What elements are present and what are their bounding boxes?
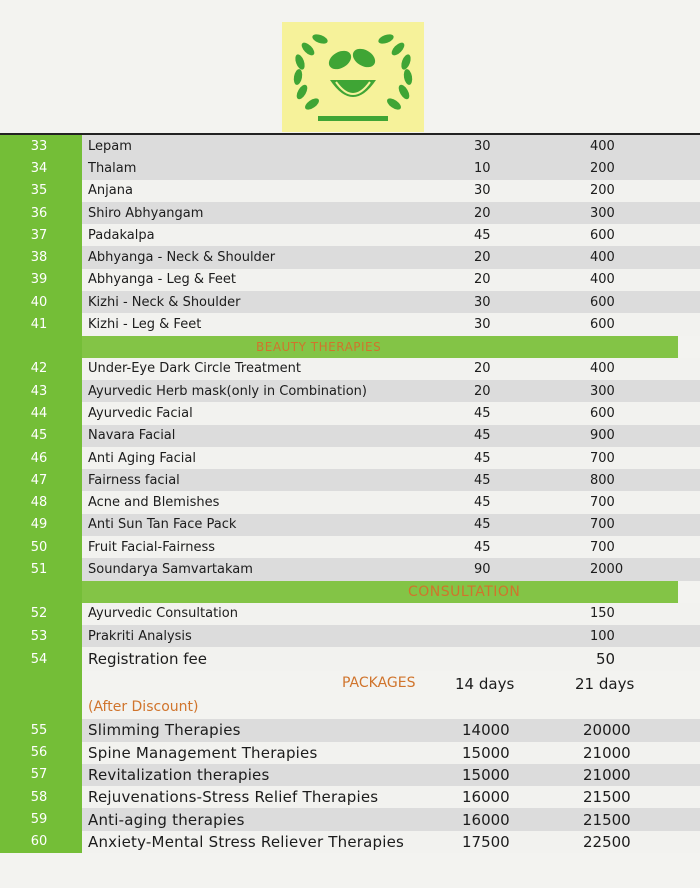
section-beauty-therapies [0,336,700,358]
price-14-days: 14000 [462,721,510,740]
row-number [0,336,82,358]
package-row [0,831,700,853]
therapy-name: Shiro Abhyangam [88,205,204,221]
row-number: 54 [0,647,82,671]
table-row [0,514,700,536]
duration: 45 [474,472,491,488]
price: 400 [590,250,615,266]
duration: 45 [474,539,491,555]
price: 50 [596,650,616,669]
duration: 45 [474,227,491,243]
row-number: 45 [0,425,82,447]
table-row [0,536,700,558]
price-14-days: 15000 [462,765,510,784]
price: 100 [590,628,615,644]
therapy-name: Fairness facial [88,472,180,488]
therapy-name: Anti Aging Facial [88,450,196,466]
price-14-days: 17500 [462,832,510,851]
therapy-name: Navara Facial [88,428,176,444]
price: 600 [590,405,615,421]
therapy-name: Ayurvedic Facial [88,405,193,421]
duration: 30 [474,138,491,154]
therapy-name: Ayurvedic Herb mask(only in Combination) [88,383,367,399]
service-name: Ayurvedic Consultation [88,606,238,622]
table-row [0,135,700,157]
price: 600 [590,227,615,243]
price: 200 [590,160,615,176]
row-number: 40 [0,291,82,313]
duration: 20 [474,361,491,377]
duration: 45 [474,517,491,533]
package-name: Anti-aging therapies [88,810,245,829]
therapy-name: Abhyanga - Neck & Shoulder [88,250,276,266]
table-row [0,625,700,647]
row-number: 53 [0,625,82,647]
package-row [0,808,700,830]
after-discount-row [0,697,700,719]
row-number: 44 [0,402,82,424]
table-row [0,202,700,224]
table-row [0,313,700,335]
therapy-name: Lepam [88,138,132,154]
duration: 30 [474,317,491,333]
row-number [0,697,82,719]
row-number: 48 [0,491,82,513]
row-number: 46 [0,447,82,469]
therapy-name: Thalam [88,160,137,176]
duration: 45 [474,428,491,444]
price: 600 [590,317,615,333]
table-row [0,447,700,469]
therapy-name: Kizhi - Neck & Shoulder [88,294,241,310]
duration: 10 [474,160,491,176]
table-row [0,491,700,513]
therapy-name: Anti Sun Tan Face Pack [88,517,237,533]
row-number: 34 [0,157,82,179]
packages-title: PACKAGES [342,675,416,692]
price-14-days: 16000 [462,810,510,829]
price-14-days: 15000 [462,743,510,762]
therapy-name: Under-Eye Dark Circle Treatment [88,361,302,377]
after-discount-note: (After Discount) [88,699,199,716]
herbal-leaf-wreath-icon [282,22,424,132]
logo [282,22,424,132]
row-number: 55 [0,719,82,741]
section-title: CONSULTATION [408,583,521,600]
price: 150 [590,606,615,622]
table-row [0,291,700,313]
row-number: 57 [0,764,82,786]
row-number: 49 [0,514,82,536]
col-14-days: 14 days [455,675,515,694]
row-number: 56 [0,742,82,764]
package-row [0,764,700,786]
row-number: 47 [0,469,82,491]
package-name: Revitalization therapies [88,765,270,784]
duration: 30 [474,294,491,310]
price-21-days: 22500 [583,832,631,851]
package-name: Spine Management Therapies [88,743,318,762]
price: 400 [590,361,615,377]
table-row [0,180,700,202]
table-row [0,402,700,424]
duration: 45 [474,495,491,511]
table-row [0,246,700,268]
package-name: Anxiety-Mental Stress Reliever Therapies [88,832,405,851]
row-number: 35 [0,180,82,202]
price: 700 [590,539,615,555]
price: 400 [590,138,615,154]
row-number [0,671,82,697]
price: 300 [590,205,615,221]
duration: 45 [474,450,491,466]
table-row [0,380,700,402]
row-number: 60 [0,831,82,853]
price-21-days: 21500 [583,788,631,807]
section-bar [82,581,678,603]
table-row [0,157,700,179]
row-number: 36 [0,202,82,224]
price: 200 [590,183,615,199]
section-consultation [0,581,700,603]
price-21-days: 20000 [583,721,631,740]
table-row [0,647,700,671]
price: 600 [590,294,615,310]
service-name: Prakriti Analysis [88,628,192,644]
table-row [0,603,700,625]
row-number: 33 [0,135,82,157]
price: 700 [590,517,615,533]
price: 700 [590,495,615,511]
therapy-name: Fruit Facial-Fairness [88,539,215,555]
table-row [0,269,700,291]
price: 800 [590,472,615,488]
row-number: 43 [0,380,82,402]
duration: 20 [474,250,491,266]
row-number: 58 [0,786,82,808]
row-number: 59 [0,808,82,830]
therapy-name: Kizhi - Leg & Feet [88,317,202,333]
table-row [0,558,700,580]
price: 2000 [590,561,624,577]
price-21-days: 21000 [583,765,631,784]
price-21-days: 21500 [583,810,631,829]
package-name: Rejuvenations-Stress Relief Therapies [88,788,379,807]
table-row [0,425,700,447]
table-row [0,469,700,491]
duration: 20 [474,205,491,221]
package-row [0,742,700,764]
service-name: Registration fee [88,650,207,669]
row-number: 41 [0,313,82,335]
price: 900 [590,428,615,444]
package-name: Slimming Therapies [88,721,241,740]
therapy-name: Acne and Blemishes [88,495,220,511]
row-number: 37 [0,224,82,246]
therapy-name: Soundarya Samvartakam [88,561,253,577]
row-number: 42 [0,358,82,380]
col-21-days: 21 days [575,675,635,694]
row-number: 52 [0,603,82,625]
duration: 45 [474,405,491,421]
package-row [0,786,700,808]
therapy-name: Abhyanga - Leg & Feet [88,272,236,288]
price: 400 [590,272,615,288]
row-number [0,581,82,603]
duration: 20 [474,383,491,399]
row-number: 50 [0,536,82,558]
price: 700 [590,450,615,466]
duration: 20 [474,272,491,288]
duration: 30 [474,183,491,199]
therapy-name: Padakalpa [88,227,155,243]
package-row [0,719,700,741]
price-21-days: 21000 [583,743,631,762]
packages-header [0,671,700,697]
price-table [0,135,700,853]
row-number: 39 [0,269,82,291]
price-14-days: 16000 [462,788,510,807]
duration: 90 [474,561,491,577]
table-row [0,358,700,380]
section-title: BEAUTY THERAPIES [256,339,382,354]
therapy-name: Anjana [88,183,133,199]
price: 300 [590,383,615,399]
row-number: 38 [0,246,82,268]
table-row [0,224,700,246]
row-number: 51 [0,558,82,580]
